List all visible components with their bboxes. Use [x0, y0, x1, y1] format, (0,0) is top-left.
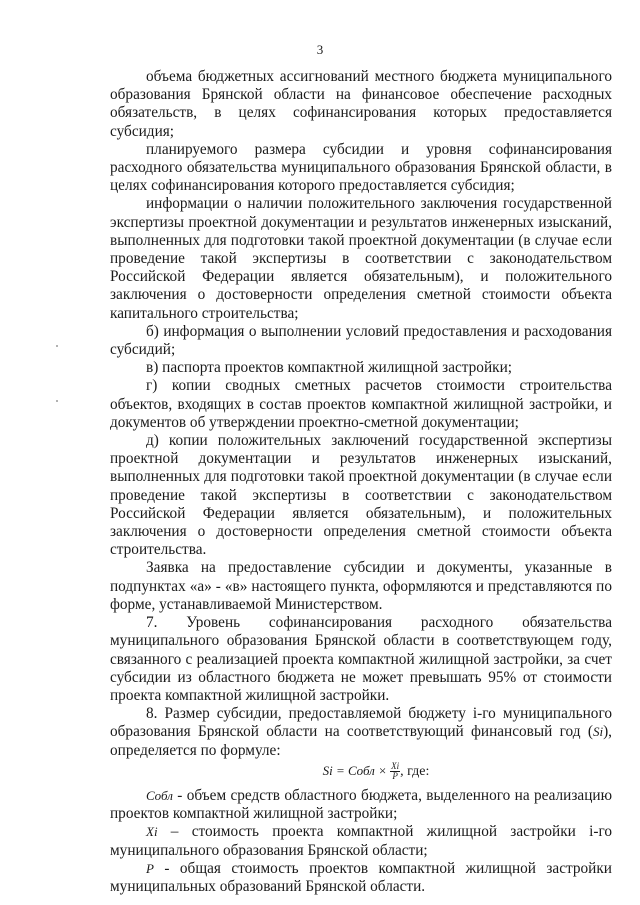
definition-text: - общая стоимость проектов компактной жилищной застройки муниципальных образований Брянской области. [110, 859, 612, 896]
paragraph: Заявка на предоставление субсидии и документы, указанные в подпунктах «а» - «в» настоящего пункта, оформляются и представляются по форме, устанавливаемой Министерством. [110, 559, 612, 613]
paragraph: г) копии сводных сметных расчетов стоимости строительства объектов, входящих в состав проектов компактной жилищной застройки, и документов об утверждении проектно-сметной документации; [110, 377, 612, 431]
formula [110, 762, 612, 781]
document-body [110, 68, 612, 896]
paragraph: 7. Уровень софинансирования расходного обязательства муниципального образования Брянской области в соответствующем году, связанного с реализацией проекта компактной жилищной застройки, за счет субсидии из областного бюджета не может превышать 95% от стоимости проекта компактной жилищной застройки. [110, 614, 612, 704]
formula-rhs: , где: [400, 763, 430, 779]
paragraph-8-text: 8. Размер субсидии, предоставляемой бюджету i-го муниципального образования Брянской области на соответствующий финансовый год ( [110, 705, 612, 741]
formula-denominator: P [392, 771, 398, 781]
paragraph-8-text-end: ), определяется по формуле: [110, 723, 612, 759]
definition-symbol: Cобл [146, 788, 173, 803]
margin-mark [56, 345, 58, 347]
definition [110, 823, 612, 859]
paragraph: в) паспорта проектов компактной жилищной застройки; [146, 359, 513, 377]
paragraph: б) информация о выполнении условий предоставления и расходования субсидий; [110, 322, 612, 359]
definition [110, 860, 612, 896]
paragraph-8 [110, 705, 612, 760]
paragraph: д) копии положительных заключений государственной экспертизы проектной документации и результатов инженерных изысканий, выполненных для подготовки такой проектной документации (в случае если проведение такой экспертизы в соответствии с законодательством Российской Федерации является обязательным), и положительных заключения о достоверности определения сметной стоимости объекта строительства. [110, 432, 612, 559]
paragraph: планируемого размера субсидии и уровня софинансирования расходного обязательства муниципального образования Брянской области, в целях софинансирования которого предоставляется субсидия; [110, 140, 612, 195]
definition-symbol: Xi [146, 824, 158, 840]
formula-fraction [390, 762, 400, 781]
margin-mark [56, 400, 58, 402]
definition-text: - объем средств областного бюджета, выделенного на реализацию проектов компактной жилищной застройки; [110, 787, 612, 823]
formula-lhs: Si = Cобл × [322, 762, 391, 778]
definition-symbol: P [146, 860, 154, 876]
definition-text: – стоимость проекта компактной жилищной застройки i-го муниципального образования Брянской области; [110, 823, 612, 859]
definition [110, 787, 612, 823]
variable-si: Si [592, 724, 604, 740]
page-number: 3 [316, 42, 324, 57]
formula-numerator: Xi [391, 761, 400, 771]
paragraph: информации о наличии положительного заключения государственной экспертизы проектной документации и результатов инженерных изысканий, выполненных для подготовки такой проектной документации (в случае если проведение такой экспертизы в соответствии с законодательством Российской Федерации является обязательным), и положительного заключения о достоверности определения сметной стоимости объекта капитального строительства; [110, 195, 612, 322]
paragraph: объема бюджетных ассигнований местного бюджета муниципального образования Брянской области на финансовое обеспечение расходных обязательств, в целях софинансирования которых предоставляется субсидия; [110, 68, 612, 140]
